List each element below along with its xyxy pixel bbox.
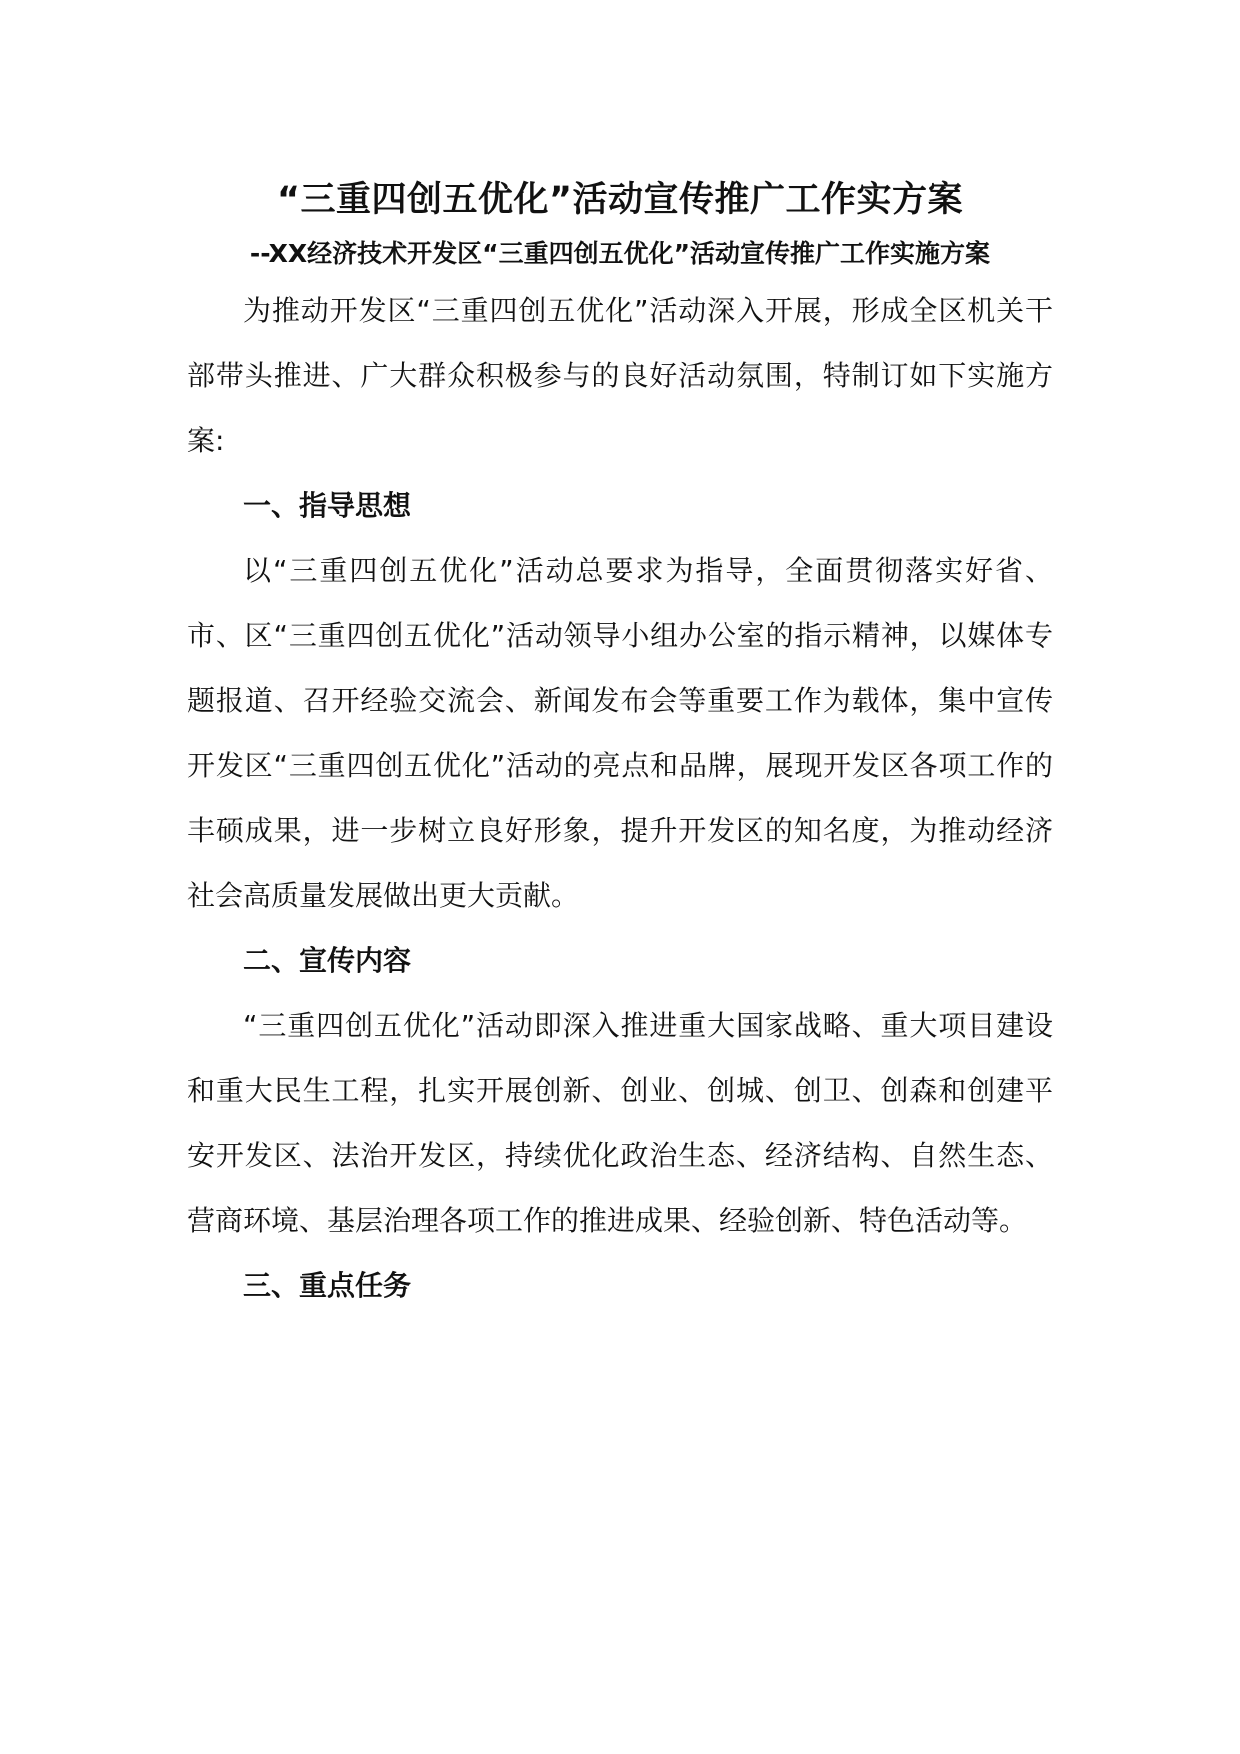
intro-paragraph: 为推动开发区“三重四创五优化”活动深入开展，形成全区机关干部带头推进、广大群众积极参与的良好活动氛围，特制订如下实施方案: <box>187 294 1053 457</box>
document-subtitle: --XX经济技术开发区“三重四创五优化”活动宣传推广工作实施方案 <box>249 239 991 268</box>
document-page <box>187 168 1053 1318</box>
section-heading-key-tasks: 三、重点任务 <box>243 1269 412 1302</box>
document-title: “三重四创五优化”活动宣传推广工作实方案 <box>276 180 963 220</box>
section-body-guiding-ideology: 以“三重四创五优化”活动总要求为指导，全面贯彻落实好省、市、区“三重四创五优化”活动领导小组办公室的指示精神，以媒体专题报道、召开经验交流会、新闻发布会等重要工作为载体，集中宣传开发区“三重四创五优化”活动的亮点和品牌，展现开发区各项工作的丰硕成果，进一步树立良好形象，提升开发区的知名度，为推动经济社会高质量发展做出更大贡献。 <box>187 554 1053 912</box>
section-heading-publicity-content: 二、宣传内容 <box>243 944 412 977</box>
section-body-publicity-content: “三重四创五优化”活动即深入推进重大国家战略、重大项目建设和重大民生工程，扎实开展创新、创业、创城、创卫、创森和创建平安开发区、法治开发区，持续优化政治生态、经济结构、自然生态、营商环境、基层治理各项工作的推进成果、经验创新、特色活动等。 <box>187 1009 1053 1237</box>
section-heading-guiding-ideology: 一、指导思想 <box>243 489 412 522</box>
